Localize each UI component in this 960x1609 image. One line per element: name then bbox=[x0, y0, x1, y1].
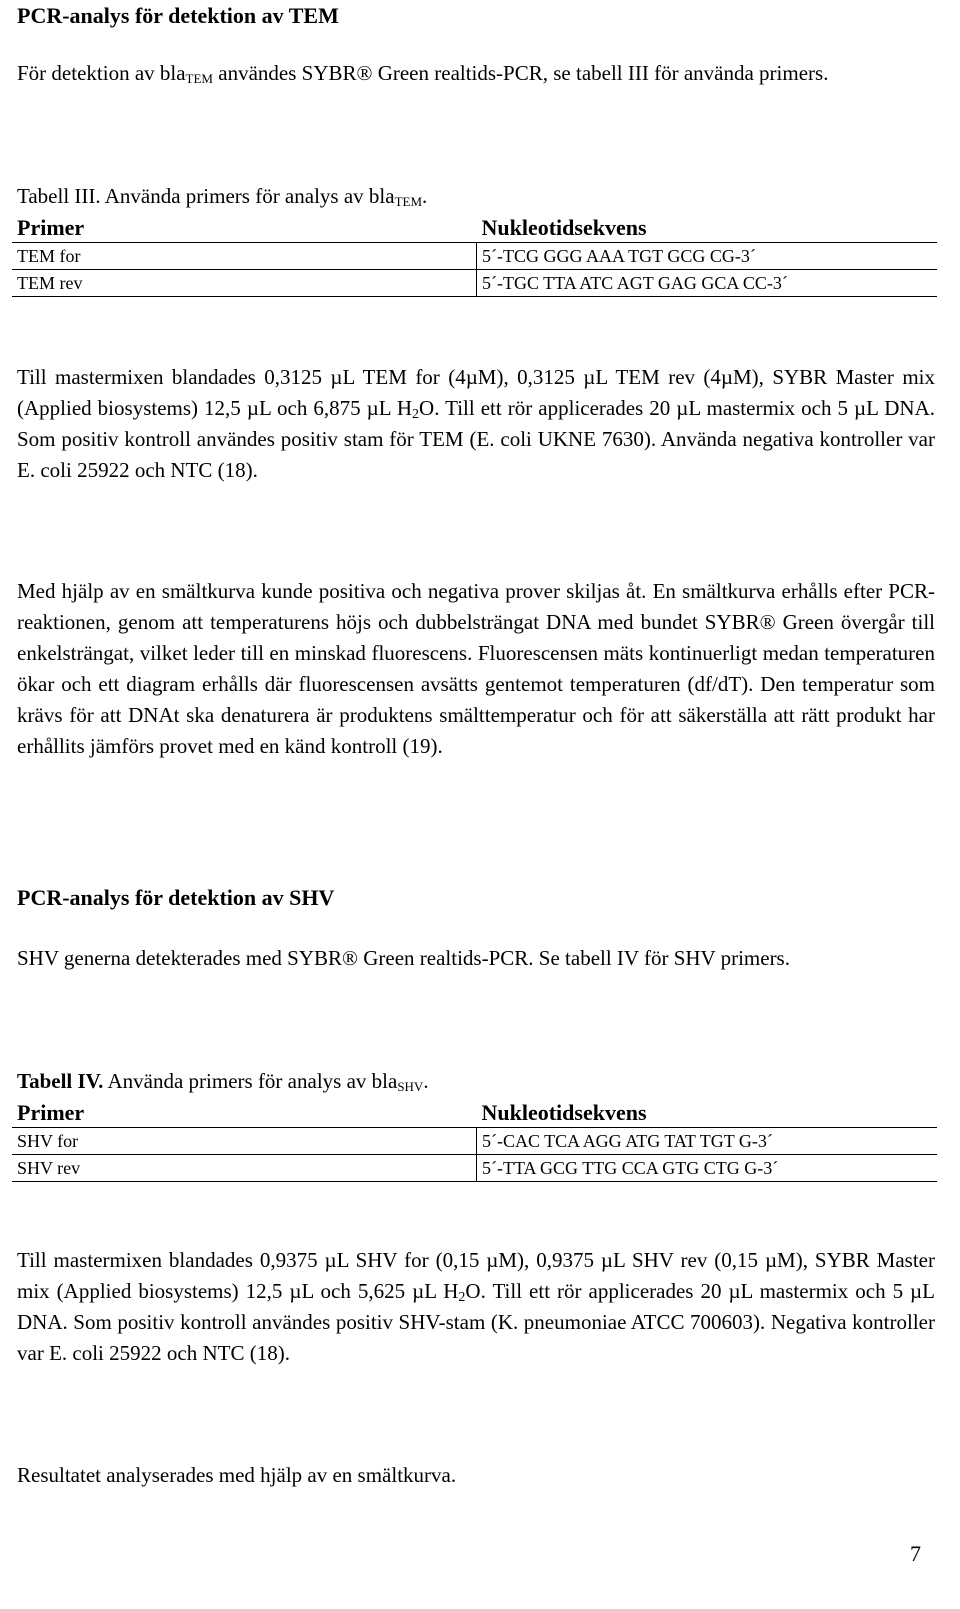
shv-mix-subscript: 2 bbox=[458, 1290, 466, 1305]
shv-primer-table bbox=[12, 1099, 937, 1182]
tem-caption-text: Tabell III. Använda primers för analys av bla bbox=[17, 184, 395, 208]
shv-header-primer: Primer bbox=[12, 1099, 477, 1128]
primer-name: TEM rev bbox=[12, 270, 477, 297]
tem-mix-subscript: 2 bbox=[412, 407, 420, 422]
primer-sequence: 5´-TCG GGG AAA TGT GCG CG-3´ bbox=[477, 243, 938, 270]
tem-caption-end: . bbox=[422, 184, 428, 208]
tem-caption-subscript: TEM bbox=[394, 194, 423, 209]
melt-curve-paragraph: Med hjälp av en smältkurva kunde positiva och negativa prover skiljas åt. En smältkurva erhålls efter PCR-reaktionen, genom att temperaturens höjs och dubbelsträngat DNA med bundet SYBR® Green övergår till enkelsträngat, vilket leder till en minskad fluorescens. Fluorescensen mäts kontinuerligt medan temperaturen ökar och ett diagram erhålls där fluorescensen avsätts gentemot temperaturen (df/dT). Den temperatur som krävs för att DNAt ska denaturera är produktens smälttemperatur och för att säkerställa att rätt produkt har erhållits jämförs provet med en känd kontroll (19). bbox=[17, 579, 935, 758]
shv-caption-subscript: SHV bbox=[397, 1079, 424, 1094]
shv-table-header-row bbox=[12, 1099, 937, 1128]
shv-caption-text: Använda primers för analys av bla bbox=[103, 1069, 398, 1093]
tem-primer-table bbox=[12, 214, 937, 297]
shv-mastermix-paragraph bbox=[17, 1245, 935, 1369]
tem-header-primer: Primer bbox=[12, 214, 477, 243]
shv-intro: SHV generna detekterades med SYBR® Green realtids-PCR. Se tabell IV för SHV primers. bbox=[17, 946, 790, 970]
tem-mix-text-end: O. Till ett rör applicerades 20 µL mastermix och 5 µL DNA. Som positiv kontroll användes positiv stam för TEM (E. coli UKNE 7630). Använda negativa kontroller var E. coli 25922 och NTC (18). bbox=[17, 396, 935, 482]
tem-heading: PCR-analys för detektion av TEM bbox=[17, 3, 339, 28]
shv-heading: PCR-analys för detektion av SHV bbox=[17, 885, 335, 910]
shv-header-sequence: Nukleotidsekvens bbox=[477, 1099, 938, 1128]
primer-sequence: 5´-CAC TCA AGG ATG TAT TGT G-3´ bbox=[477, 1128, 938, 1155]
page-number: 7 bbox=[910, 1541, 921, 1566]
primer-sequence: 5´-TGC TTA ATC AGT GAG GCA CC-3´ bbox=[477, 270, 938, 297]
shv-mix-text: Till mastermixen blandades 0,9375 µL SHV for (0,15 µM), 0,9375 µL SHV rev (0,15 µM), SYBR Master mix (Applied biosystems) 12,5 µL och 5,625 µL H bbox=[17, 1248, 935, 1303]
primer-name: TEM for bbox=[12, 243, 477, 270]
tem-intro bbox=[17, 58, 935, 89]
table-row bbox=[12, 243, 937, 270]
primer-name: SHV for bbox=[12, 1128, 477, 1155]
shv-table-caption bbox=[17, 1066, 935, 1097]
result-paragraph: Resultatet analyserades med hjälp av en smältkurva. bbox=[17, 1463, 457, 1487]
tem-mix-text: Till mastermixen blandades 0,3125 µL TEM for (4µM), 0,3125 µL TEM rev (4µM), SYBR Master mix (Applied biosystems) 12,5 µL och 6,875 µL H bbox=[17, 365, 935, 420]
tem-intro-subscript: TEM bbox=[185, 71, 213, 86]
primer-sequence: 5´-TTA GCG TTG CCA GTG CTG G-3´ bbox=[477, 1155, 938, 1182]
tem-header-sequence: Nukleotidsekvens bbox=[477, 214, 938, 243]
table-row bbox=[12, 1155, 937, 1182]
tem-intro-text-end: användes SYBR® Green realtids-PCR, se tabell III för använda primers. bbox=[213, 61, 829, 85]
shv-caption-end: . bbox=[423, 1069, 429, 1093]
tem-intro-text: För detektion av bla bbox=[17, 61, 186, 85]
table-row bbox=[12, 270, 937, 297]
tem-table-header-row bbox=[12, 214, 937, 243]
shv-mix-text-end: O. Till ett rör applicerades 20 µL mastermix och 5 µL DNA. Som positiv kontroll användes positiv SHV-stam (K. pneumoniae ATCC 700603). Negativa kontroller var E. coli 25922 och NTC (18). bbox=[17, 1279, 935, 1365]
tem-mastermix-paragraph bbox=[17, 362, 935, 486]
tem-table-caption bbox=[17, 181, 935, 212]
primer-name: SHV rev bbox=[12, 1155, 477, 1182]
shv-caption-label: Tabell IV. bbox=[17, 1069, 104, 1093]
table-row bbox=[12, 1128, 937, 1155]
